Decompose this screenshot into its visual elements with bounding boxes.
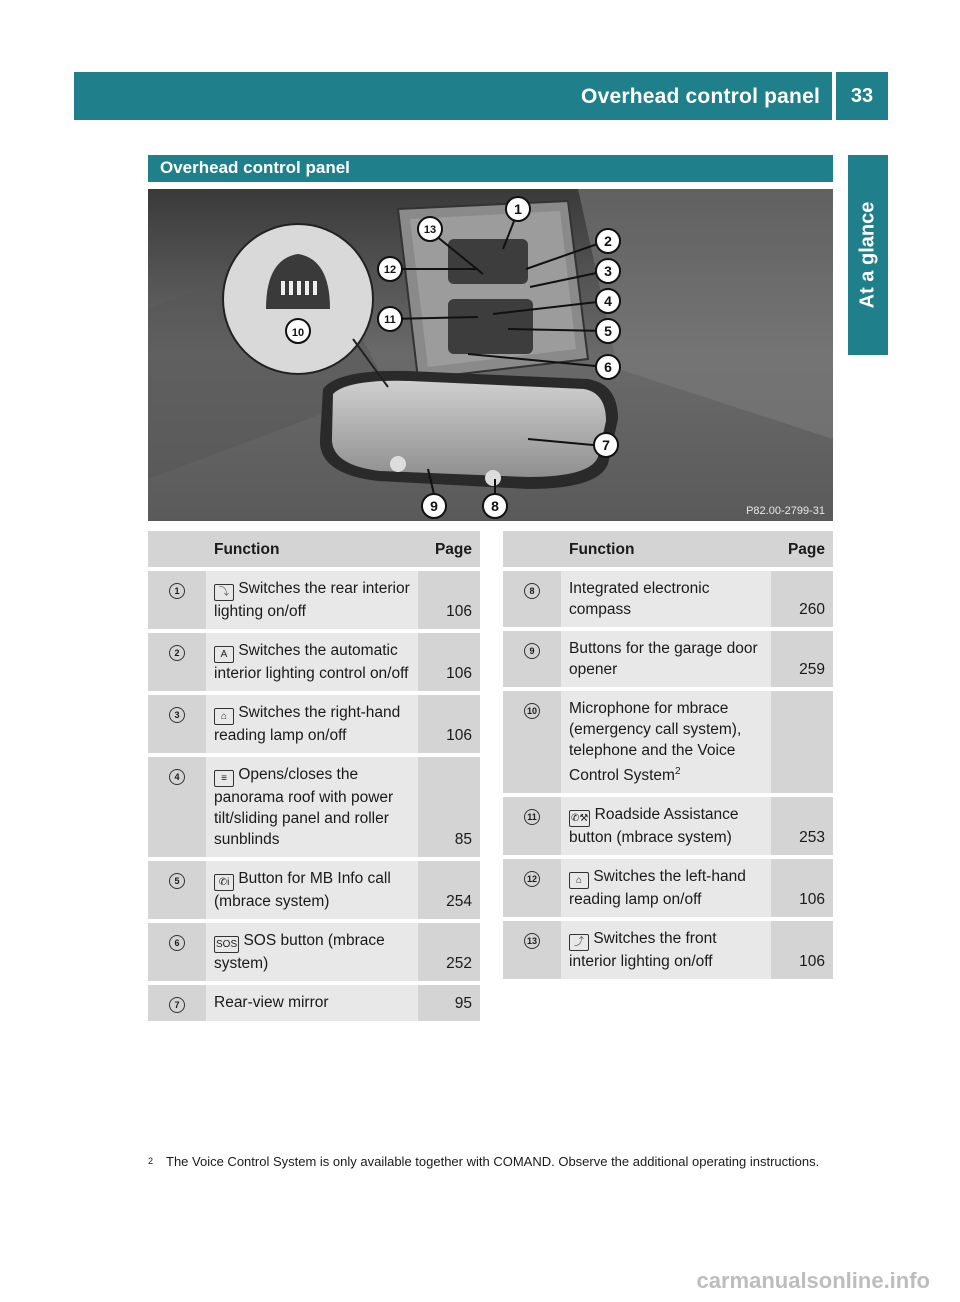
reading-lamp-icon: ⌂ xyxy=(214,708,234,725)
sos-icon: SOS xyxy=(214,936,239,953)
table-row xyxy=(148,923,480,981)
page-ref: 106 xyxy=(418,571,480,629)
item-number: 6 xyxy=(169,935,185,951)
page-ref: 260 xyxy=(771,571,833,627)
table-row xyxy=(148,695,480,753)
function-table-left xyxy=(148,527,480,1025)
svg-text:5: 5 xyxy=(604,323,612,339)
item-number: 13 xyxy=(524,933,540,949)
page-ref: 252 xyxy=(418,923,480,981)
page-ref: 95 xyxy=(418,985,480,1021)
item-number: 7 xyxy=(169,997,185,1013)
table-row xyxy=(503,797,833,855)
item-number: 11 xyxy=(524,809,540,825)
footnote-text: The Voice Control System is only available together with COMAND. Observe the additional operating instructions. xyxy=(166,1154,820,1169)
function-table-right xyxy=(503,527,833,983)
svg-text:10: 10 xyxy=(291,327,305,339)
item-number: 5 xyxy=(169,873,185,889)
illustration-svg xyxy=(148,189,833,521)
table-row xyxy=(503,859,833,917)
item-number: 2 xyxy=(169,645,185,661)
page-ref: 85 xyxy=(418,757,480,857)
page-ref: 106 xyxy=(418,633,480,691)
watermark: carmanualsonline.info xyxy=(696,1268,930,1293)
function-text: Integrated electronic compass xyxy=(569,580,710,618)
page-ref: 253 xyxy=(771,797,833,855)
svg-text:6: 6 xyxy=(604,359,612,375)
item-number: 1 xyxy=(169,583,185,599)
function-text: Microphone for mbrace (emergency call system), telephone and the Voice Control System xyxy=(569,700,742,785)
reading-lamp-icon: ⌂ xyxy=(569,872,589,889)
table-row xyxy=(503,691,833,793)
page-ref: 106 xyxy=(418,695,480,753)
front-light-icon: ⤴ xyxy=(569,934,589,951)
function-text: Buttons for the garage door opener xyxy=(569,640,758,678)
table-row xyxy=(503,921,833,979)
function-text: Switches the front interior lighting on/off xyxy=(569,930,717,971)
function-text: Switches the rear interior lighting on/off xyxy=(214,580,410,620)
function-column-header: Function xyxy=(206,531,418,567)
page-column-header: Page xyxy=(771,531,833,567)
table-row xyxy=(148,571,480,629)
page-number: 33 xyxy=(836,72,888,120)
svg-text:13: 13 xyxy=(423,224,437,236)
item-number: 9 xyxy=(524,643,540,659)
table-header-row xyxy=(148,531,480,567)
running-header xyxy=(74,72,832,120)
svg-text:2: 2 xyxy=(604,233,612,249)
item-number: 12 xyxy=(524,871,540,887)
section-heading xyxy=(148,155,833,182)
running-header-title: Overhead control panel xyxy=(581,85,820,108)
function-text: SOS button (mbrace system) xyxy=(214,932,385,972)
footnote-ref: 2 xyxy=(674,766,681,777)
page-ref: 106 xyxy=(771,921,833,979)
table-row xyxy=(503,571,833,627)
table-row xyxy=(148,633,480,691)
svg-text:3: 3 xyxy=(604,263,612,279)
function-text: Button for MB Info call (mbrace system) xyxy=(214,870,391,910)
page-ref: 254 xyxy=(418,861,480,919)
page-ref xyxy=(771,691,833,793)
chapter-tab xyxy=(848,155,888,355)
svg-text:9: 9 xyxy=(430,498,438,514)
chapter-tab-label: At a glance xyxy=(856,201,879,309)
table-row xyxy=(148,861,480,919)
page-ref: 259 xyxy=(771,631,833,687)
page-column-header: Page xyxy=(418,531,480,567)
figure-code: P82.00-2799-31 xyxy=(746,505,825,517)
function-text: Switches the left-hand reading lamp on/off xyxy=(569,868,746,909)
rear-light-icon: ⤵ xyxy=(214,584,234,601)
table-row xyxy=(503,631,833,687)
table-row xyxy=(148,985,480,1021)
function-text: Opens/closes the panorama roof with power tilt/sliding panel and roller sunblinds xyxy=(214,766,394,848)
roadside-icon: ✆⚒ xyxy=(569,810,590,827)
overhead-panel-illustration xyxy=(148,189,833,521)
function-text: Switches the right-hand reading lamp on/off xyxy=(214,704,401,744)
item-number: 4 xyxy=(169,769,185,785)
svg-text:11: 11 xyxy=(384,314,396,326)
svg-text:1: 1 xyxy=(514,201,522,217)
table-row xyxy=(148,757,480,857)
svg-text:8: 8 xyxy=(491,498,499,514)
table-header-row xyxy=(503,531,833,567)
section-title: Overhead control panel xyxy=(160,158,350,177)
page-ref: 106 xyxy=(771,859,833,917)
footnote-mark: 2 xyxy=(148,1156,154,1166)
panorama-roof-icon: ≡ xyxy=(214,770,234,787)
item-number: 3 xyxy=(169,707,185,723)
item-number: 10 xyxy=(524,703,540,719)
auto-light-icon: A xyxy=(214,646,234,663)
info-call-icon: ✆i xyxy=(214,874,234,891)
function-text: Switches the automatic interior lighting control on/off xyxy=(214,642,409,682)
svg-text:7: 7 xyxy=(602,437,610,453)
function-text: Roadside Assistance button (mbrace system) xyxy=(569,806,739,847)
item-number: 8 xyxy=(524,583,540,599)
footnote xyxy=(148,1153,828,1173)
function-column-header: Function xyxy=(561,531,771,567)
function-text: Rear-view mirror xyxy=(214,994,329,1011)
svg-text:4: 4 xyxy=(604,293,612,309)
svg-text:12: 12 xyxy=(383,264,397,276)
